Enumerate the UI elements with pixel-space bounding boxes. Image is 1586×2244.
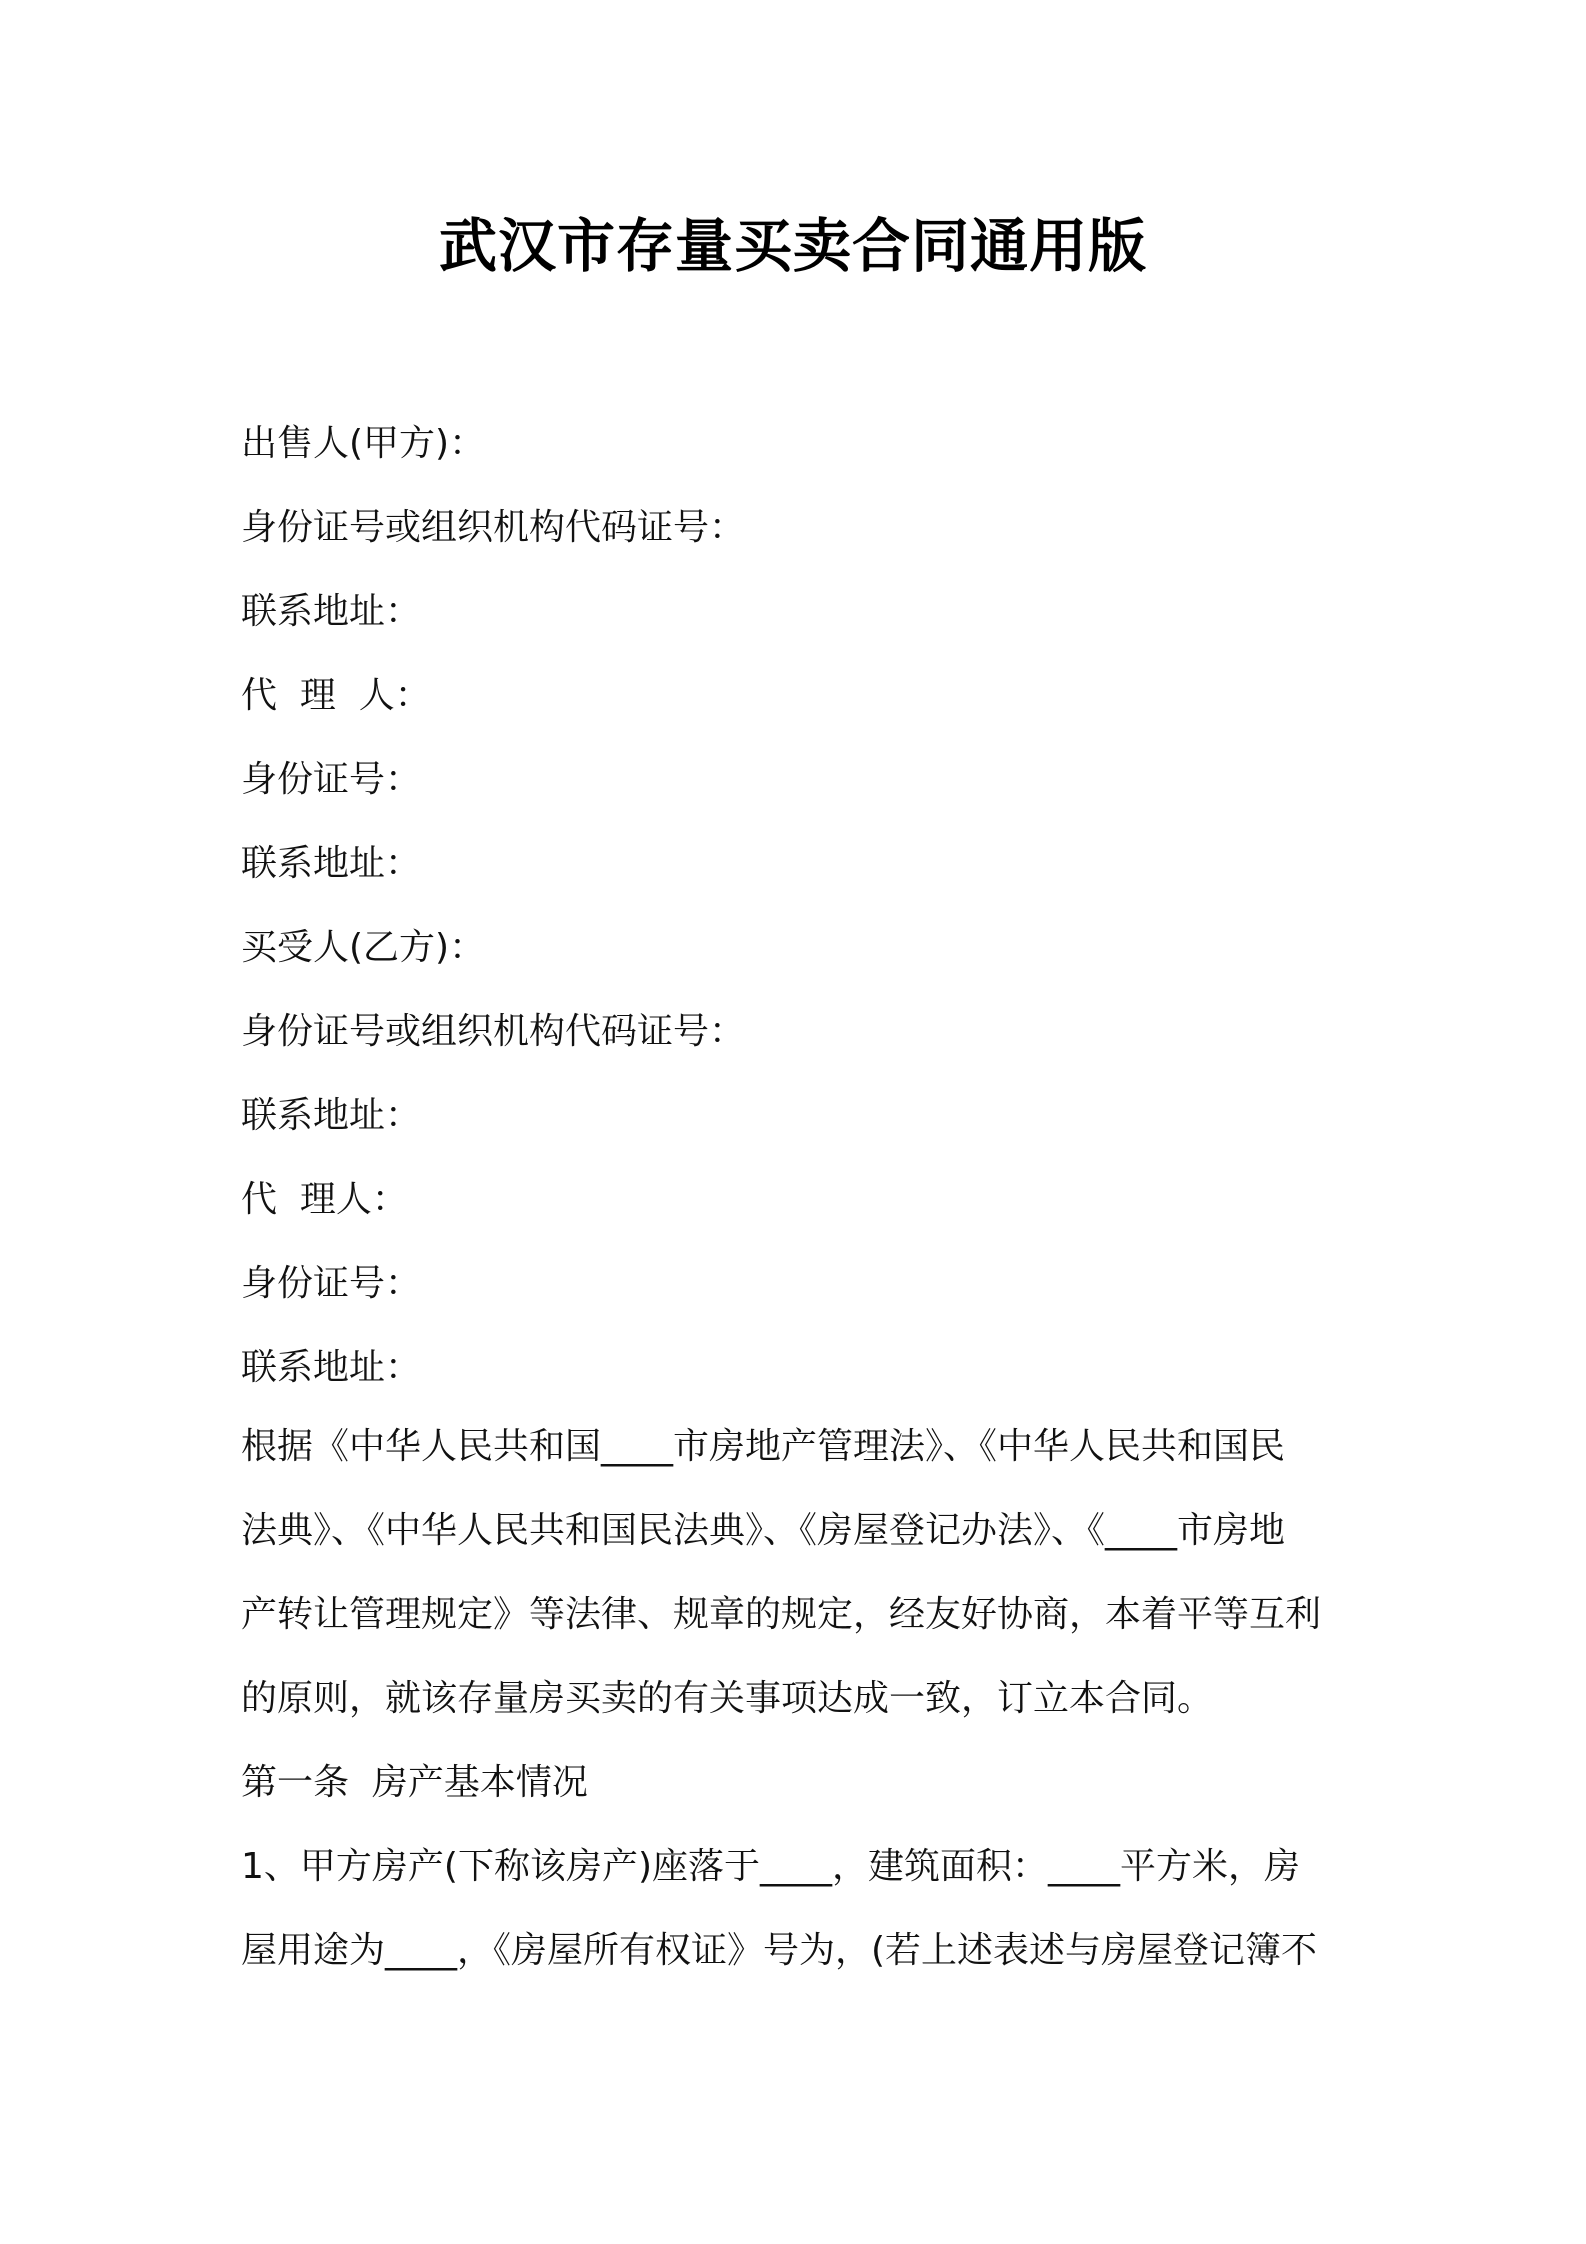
field-seller-agent-address: 联系地址： [241, 843, 422, 884]
preamble-line: 法典》、《中华人民共和国民法典》、《房屋登记办法》、《____市房地 [241, 1510, 1286, 1551]
article-heading: 第一条 房产基本情况 [241, 1762, 588, 1803]
contract-body [241, 1405, 1359, 1993]
field-seller: 出售人(甲方)： [241, 423, 486, 464]
document-title: 武汉市存量买卖合同通用版 [438, 212, 1147, 280]
field-seller-id: 身份证号或组织机构代码证号： [241, 507, 746, 548]
field-buyer-agent-id: 身份证号： [241, 1263, 422, 1304]
field-seller-agent: 代 理 人： [241, 675, 431, 716]
preamble-line: 产转让管理规定》等法律、规章的规定，经友好协商，本着平等互利 [241, 1594, 1322, 1635]
party-info-fields [241, 402, 1371, 1410]
field-seller-address: 联系地址： [241, 591, 422, 632]
article-line: 屋用途为____，《房屋所有权证》号为，(若上述表述与房屋登记簿不 [241, 1930, 1318, 1971]
preamble-line: 根据《中华人民共和国____市房地产管理法》、《中华人民共和国民 [241, 1426, 1286, 1467]
preamble-line: 的原则，就该存量房买卖的有关事项达成一致，订立本合同。 [241, 1678, 1214, 1719]
field-buyer-id: 身份证号或组织机构代码证号： [241, 1011, 746, 1052]
field-buyer-address: 联系地址： [241, 1095, 422, 1136]
field-buyer: 买受人(乙方)： [241, 927, 486, 968]
field-buyer-agent: 代 理人： [241, 1179, 408, 1220]
field-buyer-agent-address: 联系地址： [241, 1347, 422, 1388]
field-seller-agent-id: 身份证号： [241, 759, 422, 800]
article-line: 1、甲方房产(下称该房产)座落于____，建筑面积：____平方米，房 [241, 1846, 1300, 1887]
